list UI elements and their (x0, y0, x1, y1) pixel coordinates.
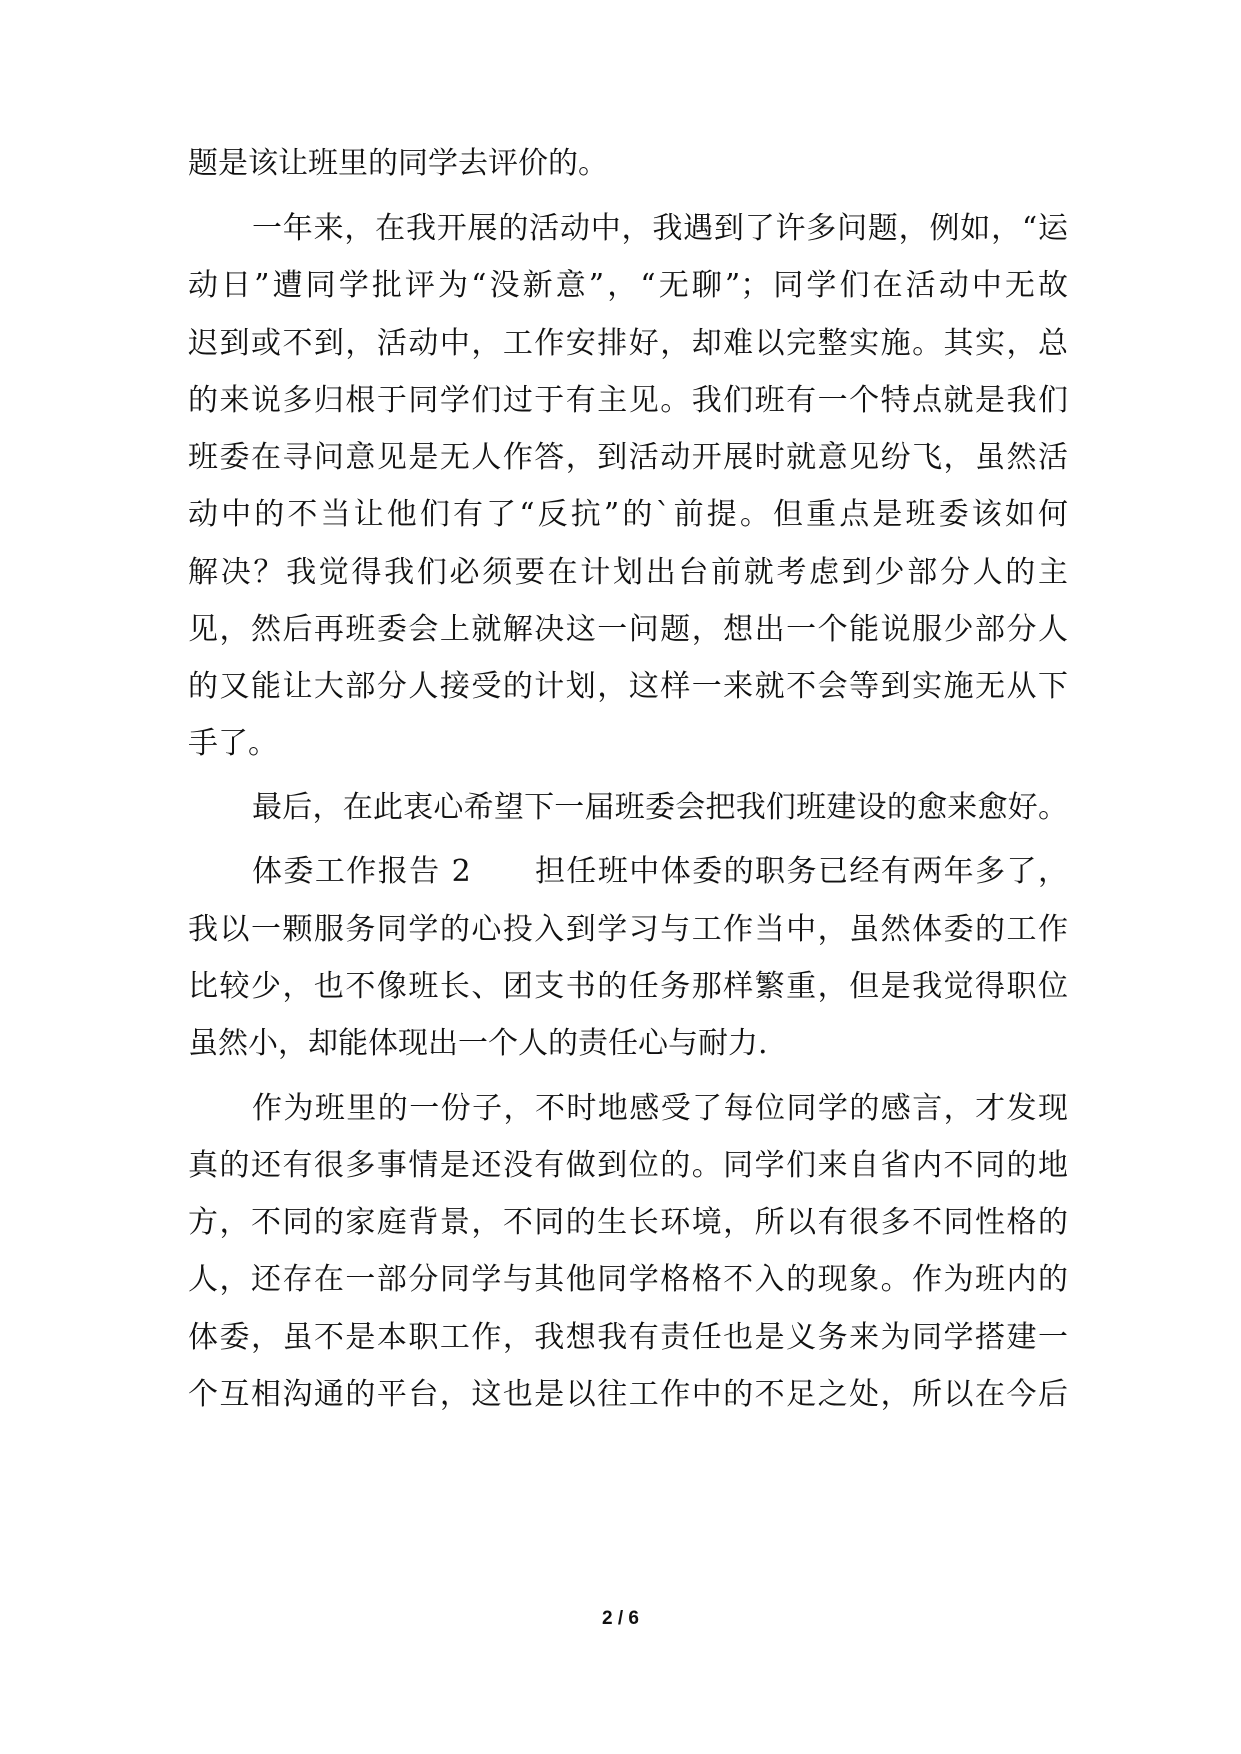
text-line: 方，不同的家庭背景，不同的生长环境，所以有很多不同性格的 (188, 1205, 1068, 1240)
text-line: 手了。 (188, 726, 278, 761)
paragraph-first-line: 最后，在此衷心希望下一届班委会把我们班建设的愈来愈好。 (252, 790, 1068, 825)
text-line: 虽然小，却能体现出一个人的责任心与耐力. (188, 1026, 768, 1061)
text-line: 班委在寻问意见是无人作答，到活动开展时就意见纷飞，虽然活 (188, 440, 1068, 475)
text-line: 动日”遭同学批评为“没新意”，“无聊”；同学们在活动中无故 (188, 268, 1068, 303)
paragraph-first-line: 一年来，在我开展的活动中，我遇到了许多问题，例如，“运 (252, 211, 1068, 246)
text-line: 动中的不当让他们有了“反抗”的`前提。但重点是班委该如何 (188, 497, 1068, 532)
text-line: 解决？我觉得我们必须要在计划出台前就考虑到少部分人的主 (188, 555, 1068, 590)
page-number: 2 / 6 (602, 1608, 639, 1629)
text-line: 人，还存在一部分同学与其他同学格格不入的现象。作为班内的 (188, 1262, 1068, 1297)
text-line: 题是该让班里的同学去评价的。 (188, 146, 608, 181)
paragraph-first-line: 作为班里的一份子，不时地感受了每位同学的感言，才发现 (252, 1091, 1068, 1126)
text-line: 体委，虽不是本职工作，我想我有责任也是义务来为同学搭建一 (188, 1320, 1068, 1355)
text-line: 的又能让大部分人接受的计划，这样一来就不会等到实施无从下 (188, 669, 1068, 704)
text-line: 个互相沟通的平台，这也是以往工作中的不足之处，所以在今后 (188, 1377, 1068, 1412)
text-line: 见，然后再班委会上就解决这一问题，想出一个能说服少部分人 (188, 612, 1068, 647)
text-line: 真的还有很多事情是还没有做到位的。同学们来自省内不同的地 (188, 1148, 1068, 1183)
text-line: 迟到或不到，活动中，工作安排好，却难以完整实施。其实，总 (188, 326, 1068, 361)
section-heading-line: 体委工作报告 2 担任班中体委的职务已经有两年多了， (252, 854, 1068, 889)
text-line: 我以一颗服务同学的心投入到学习与工作当中，虽然体委的工作 (188, 912, 1068, 947)
text-line: 比较少，也不像班长、团支书的任务那样繁重，但是我觉得职位 (188, 969, 1068, 1004)
text-line: 的来说多归根于同学们过于有主见。我们班有一个特点就是我们 (188, 383, 1068, 418)
